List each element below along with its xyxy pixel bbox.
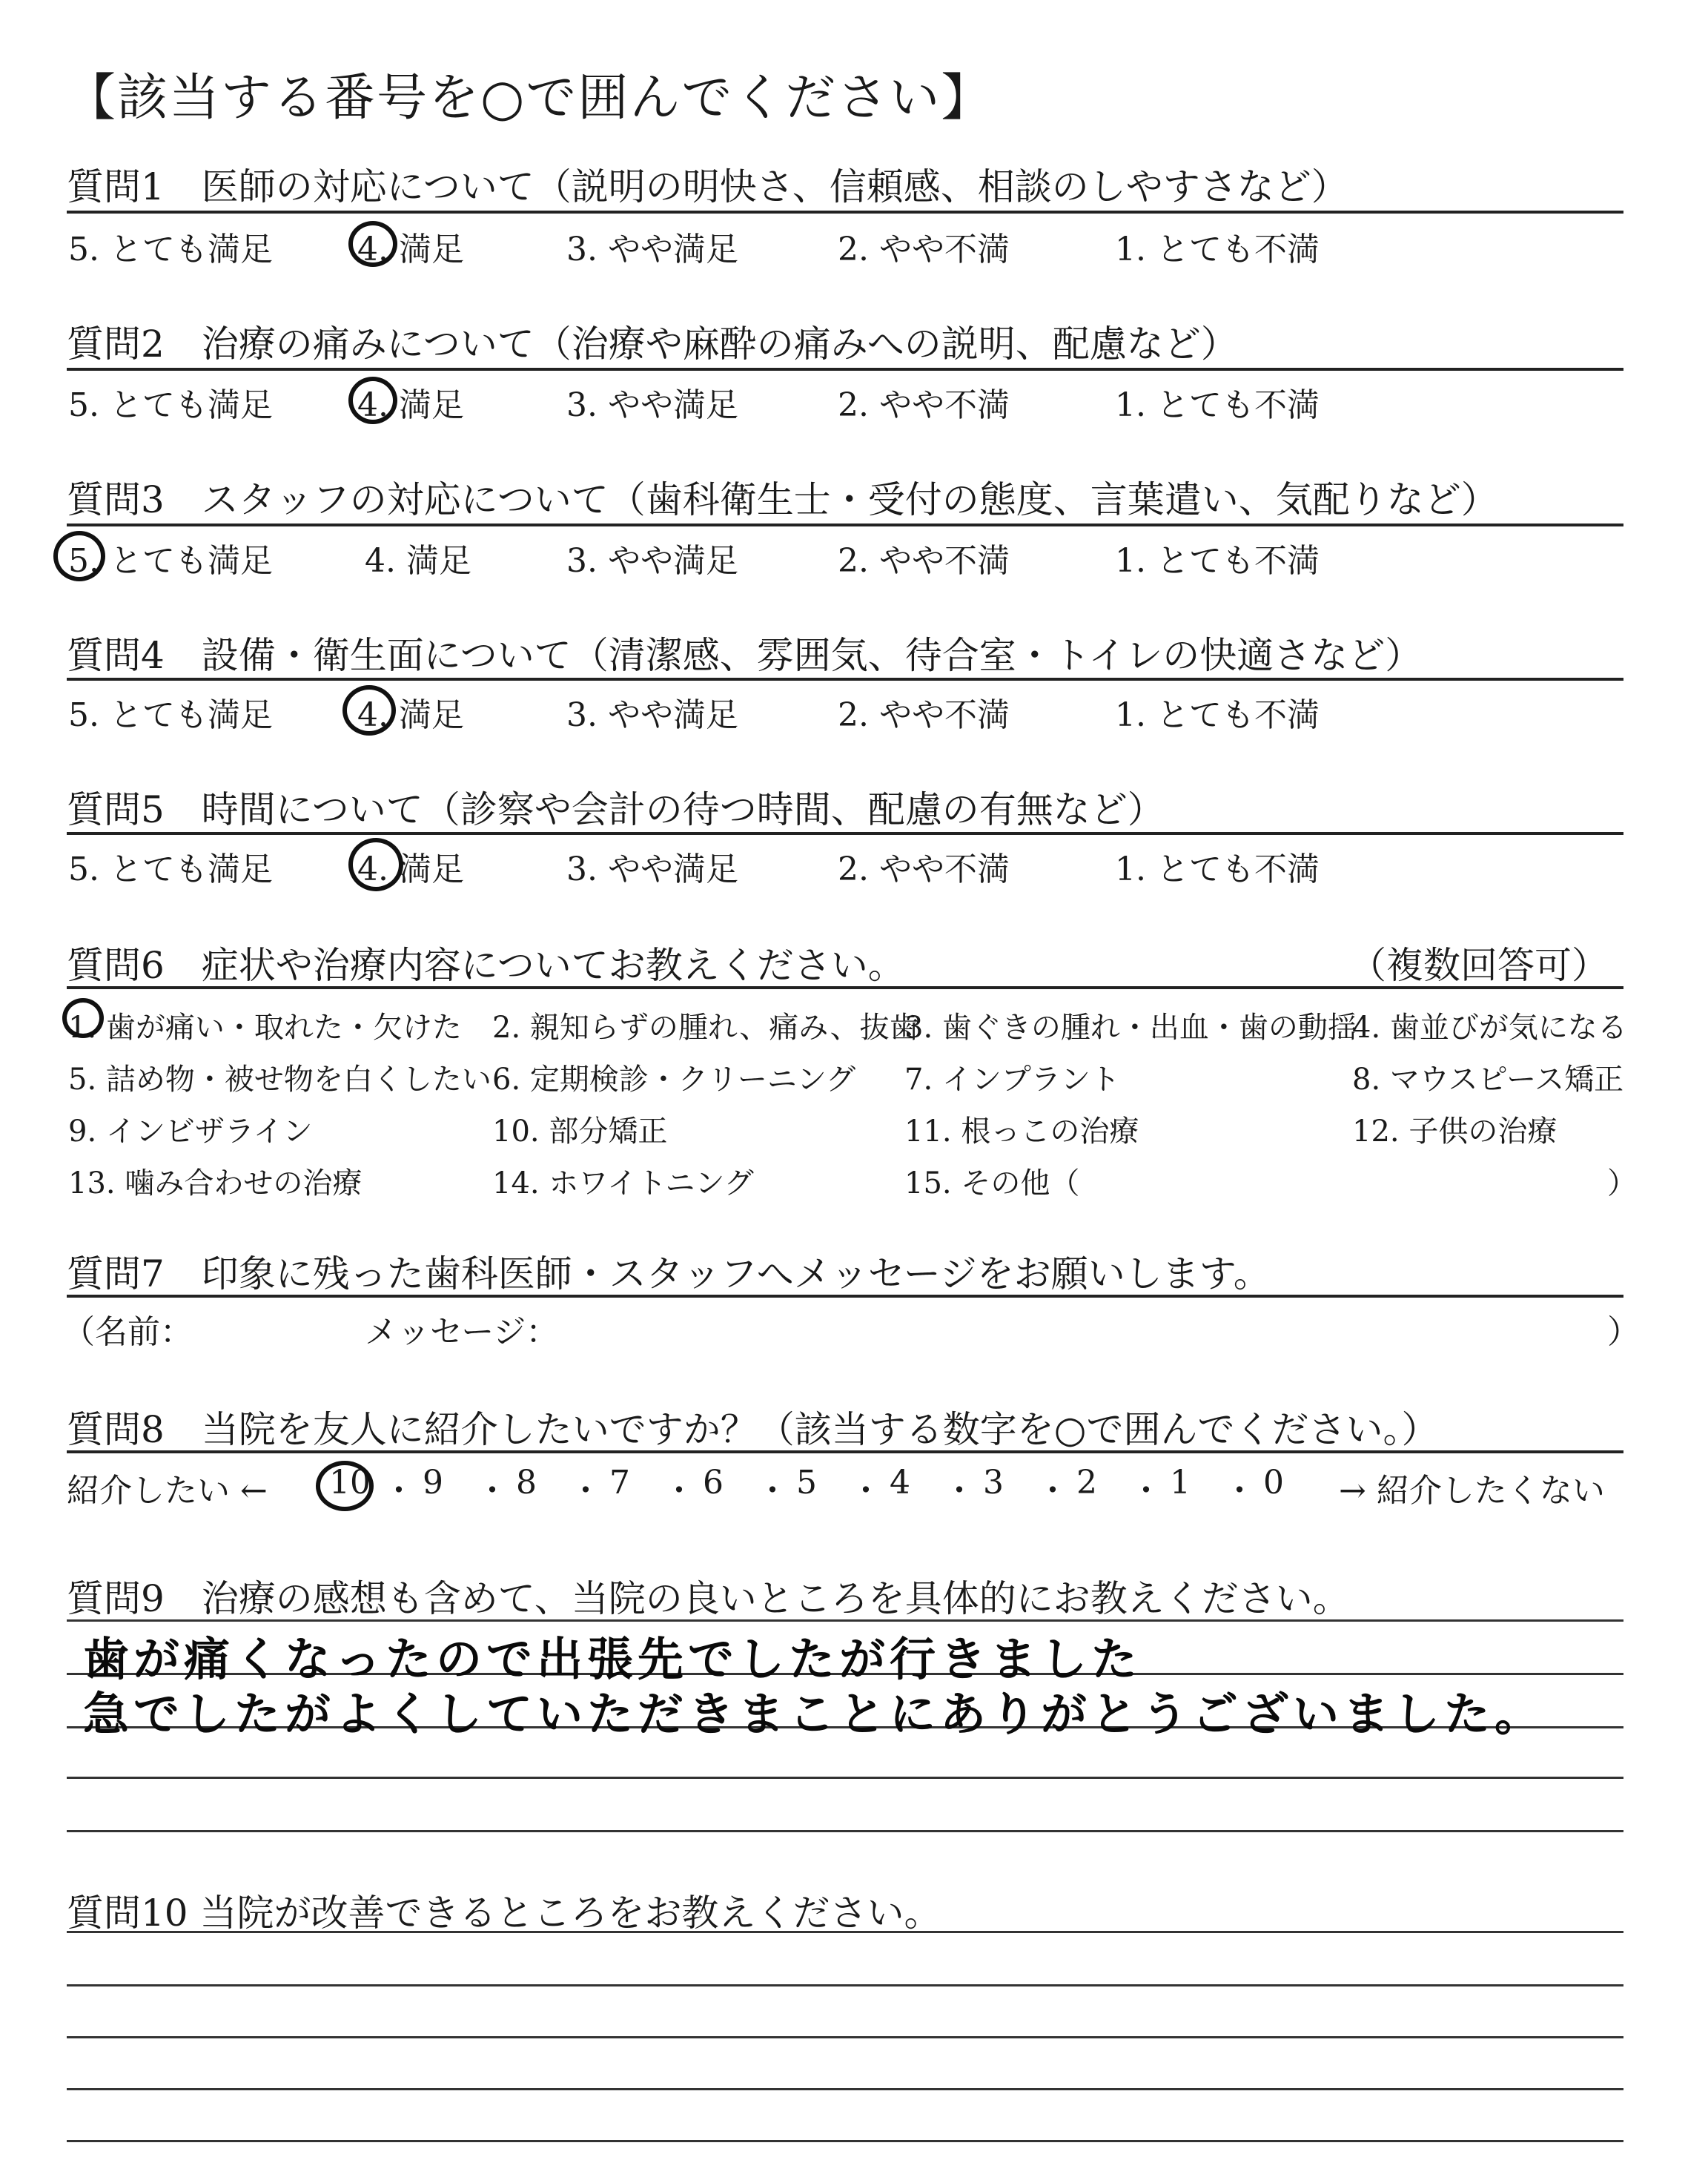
q9-answer-line-1: 歯が痛くなったので出張先でしたが行きました bbox=[83, 1632, 1142, 1686]
q6-option-13[interactable]: 13. 噛み合わせの治療 bbox=[68, 1166, 363, 1200]
q8-scale-separator: ・ bbox=[850, 1472, 882, 1510]
q3-rule bbox=[67, 524, 1623, 526]
q6-title: 質問6 症状や治療内容についてお教えください。 bbox=[67, 944, 905, 987]
q2-selection-circle bbox=[348, 377, 397, 424]
q10-title: 質問10 当院が改善できるところをお教えください。 bbox=[67, 1892, 941, 1935]
q1-option-5[interactable]: 5. とても満足 bbox=[68, 231, 273, 268]
q2-title: 質問2 治療の痛みについて（治療や麻酔の痛みへの説明、配慮など） bbox=[67, 323, 1238, 366]
q2-option-3[interactable]: 3. やや満足 bbox=[566, 386, 738, 424]
q3-option-1[interactable]: 1. とても不満 bbox=[1115, 542, 1320, 580]
q6-option-7[interactable]: 7. インプラント bbox=[904, 1063, 1120, 1097]
q8-scale-separator: ・ bbox=[383, 1472, 415, 1510]
q1-title: 質問1 医師の対応について（説明の明快さ、信頼感、相談のしやすさなど） bbox=[67, 165, 1348, 208]
q8-scale-1[interactable]: 1 bbox=[1170, 1464, 1191, 1502]
page-title: 【該当する番号を○で囲んでください】 bbox=[65, 69, 993, 128]
q5-option-4[interactable]: 4. 満足 bbox=[357, 851, 464, 888]
q8-scale-10[interactable]: 10 bbox=[329, 1464, 371, 1502]
q1-option-2[interactable]: 2. やや不満 bbox=[838, 231, 1010, 268]
q6-option-15[interactable]: 15. その他（ bbox=[904, 1166, 1080, 1200]
q9-answer-line-2: 急でしたがよくしていただきまことにありがとうございました。 bbox=[83, 1687, 1546, 1741]
q8-scale-separator: ・ bbox=[569, 1472, 602, 1510]
q3-option-3[interactable]: 3. やや満足 bbox=[566, 542, 738, 580]
q10-line-3 bbox=[67, 2036, 1623, 2038]
q6-option-6[interactable]: 6. 定期検診・クリーニング bbox=[492, 1063, 856, 1097]
q8-scale-separator: ・ bbox=[663, 1472, 695, 1510]
q8-scale-7[interactable]: 7 bbox=[609, 1464, 630, 1502]
q5-option-5[interactable]: 5. とても満足 bbox=[68, 851, 273, 888]
q8-rule bbox=[67, 1450, 1623, 1453]
q9-line-4 bbox=[67, 1777, 1623, 1779]
q4-title: 質問4 設備・衛生面について（清潔感、雰囲気、待合室・トイレの快適さなど） bbox=[67, 634, 1423, 677]
q7-message-label: メッセージ： bbox=[365, 1313, 559, 1351]
q8-right-label: → 紹介したくない bbox=[1339, 1472, 1605, 1510]
q2-option-5[interactable]: 5. とても満足 bbox=[68, 386, 273, 424]
q8-scale-3[interactable]: 3 bbox=[983, 1464, 1004, 1502]
q4-option-4[interactable]: 4. 満足 bbox=[357, 696, 464, 734]
q6-option-4[interactable]: 4. 歯並びが気になる bbox=[1352, 1011, 1627, 1045]
q6-option-14[interactable]: 14. ホワイトニング bbox=[492, 1166, 754, 1200]
q6-option-8[interactable]: 8. マウスピース矯正 bbox=[1352, 1063, 1624, 1097]
q9-line-5 bbox=[67, 1830, 1623, 1832]
q8-scale-separator: ・ bbox=[943, 1472, 976, 1510]
q10-line-1 bbox=[67, 1931, 1623, 1933]
q8-title: 質問8 当院を友人に紹介したいですか？（該当する数字を○で囲んでください。） bbox=[67, 1408, 1439, 1451]
q1-rule bbox=[67, 211, 1623, 214]
q6-option-12[interactable]: 12. 子供の治療 bbox=[1352, 1114, 1558, 1149]
q3-option-4[interactable]: 4. 満足 bbox=[365, 542, 471, 580]
q10-line-4 bbox=[67, 2088, 1623, 2090]
q7-name-label: （名前： bbox=[62, 1313, 193, 1351]
q6-option-15-close: ） bbox=[1607, 1166, 1637, 1200]
q1-option-4[interactable]: 4. 満足 bbox=[357, 231, 464, 268]
q8-selection-circle bbox=[316, 1461, 374, 1511]
q8-scale-9[interactable]: 9 bbox=[423, 1464, 443, 1502]
q8-scale-separator: ・ bbox=[1223, 1472, 1256, 1510]
q6-option-3[interactable]: 3. 歯ぐきの腫れ・出血・歯の動揺 bbox=[904, 1011, 1357, 1045]
q9-line-1 bbox=[67, 1619, 1623, 1622]
q5-option-3[interactable]: 3. やや満足 bbox=[566, 851, 738, 888]
q2-option-1[interactable]: 1. とても不満 bbox=[1115, 386, 1320, 424]
q8-scale-4[interactable]: 4 bbox=[890, 1464, 910, 1502]
q8-scale-2[interactable]: 2 bbox=[1076, 1464, 1097, 1502]
q4-option-1[interactable]: 1. とても不満 bbox=[1115, 696, 1320, 734]
q7-rule bbox=[67, 1295, 1623, 1298]
q2-option-4[interactable]: 4. 満足 bbox=[357, 386, 464, 424]
q6-option-5[interactable]: 5. 詰め物・被せ物を白くしたい bbox=[68, 1063, 491, 1097]
q6-rule bbox=[67, 986, 1623, 989]
q7-title: 質問7 印象に残った歯科医師・スタッフへメッセージをお願いします。 bbox=[67, 1252, 1271, 1295]
q2-rule bbox=[67, 368, 1623, 371]
q4-option-3[interactable]: 3. やや満足 bbox=[566, 696, 738, 734]
q10-line-2 bbox=[67, 1984, 1623, 1986]
q4-option-5[interactable]: 5. とても満足 bbox=[68, 696, 273, 734]
q7-close-paren: ） bbox=[1607, 1313, 1640, 1351]
q5-title: 質問5 時間について（診察や会計の待つ時間、配慮の有無など） bbox=[67, 788, 1165, 831]
q2-option-2[interactable]: 2. やや不満 bbox=[838, 386, 1010, 424]
q3-selection-circle bbox=[53, 531, 105, 581]
q4-option-2[interactable]: 2. やや不満 bbox=[838, 696, 1010, 734]
q3-title: 質問3 スタッフの対応について（歯科衛生士・受付の態度、言葉遣い、気配りなど） bbox=[67, 478, 1498, 521]
q6-option-11[interactable]: 11. 根っこの治療 bbox=[904, 1114, 1139, 1149]
q8-scale-0[interactable]: 0 bbox=[1263, 1464, 1284, 1502]
q8-left-label: 紹介したい ← bbox=[67, 1472, 268, 1510]
q6-option-2[interactable]: 2. 親知らずの腫れ、痛み、抜歯 bbox=[492, 1011, 919, 1045]
q6-option-10[interactable]: 10. 部分矯正 bbox=[492, 1114, 668, 1149]
q5-rule bbox=[67, 832, 1623, 835]
q8-scale-separator: ・ bbox=[756, 1472, 789, 1510]
q6-selection-circle bbox=[62, 998, 104, 1038]
q8-scale-5[interactable]: 5 bbox=[796, 1464, 817, 1502]
q3-option-5[interactable]: 5. とても満足 bbox=[68, 542, 273, 580]
q8-scale-separator: ・ bbox=[476, 1472, 509, 1510]
q8-scale-8[interactable]: 8 bbox=[516, 1464, 537, 1502]
q4-selection-circle bbox=[342, 685, 396, 736]
q9-title: 質問9 治療の感想も含めて、当院の良いところを具体的にお教えください。 bbox=[67, 1577, 1350, 1620]
q6-option-9[interactable]: 9. インビザライン bbox=[68, 1114, 313, 1149]
q4-rule bbox=[67, 678, 1623, 681]
q1-option-3[interactable]: 3. やや満足 bbox=[566, 231, 738, 268]
q10-line-5 bbox=[67, 2140, 1623, 2142]
q8-scale-6[interactable]: 6 bbox=[703, 1464, 724, 1502]
q3-option-2[interactable]: 2. やや不満 bbox=[838, 542, 1010, 580]
q6-multi-note: （複数回答可） bbox=[1349, 944, 1609, 987]
q1-selection-circle bbox=[348, 221, 397, 267]
q1-option-1[interactable]: 1. とても不満 bbox=[1115, 231, 1320, 268]
q8-scale-separator: ・ bbox=[1130, 1472, 1162, 1510]
q5-selection-circle bbox=[348, 838, 403, 891]
q5-option-1[interactable]: 1. とても不満 bbox=[1115, 851, 1320, 888]
q5-option-2[interactable]: 2. やや不満 bbox=[838, 851, 1010, 888]
q6-option-1[interactable]: 1. 歯が痛い・取れた・欠けた bbox=[68, 1011, 462, 1045]
q8-scale-separator: ・ bbox=[1036, 1472, 1069, 1510]
